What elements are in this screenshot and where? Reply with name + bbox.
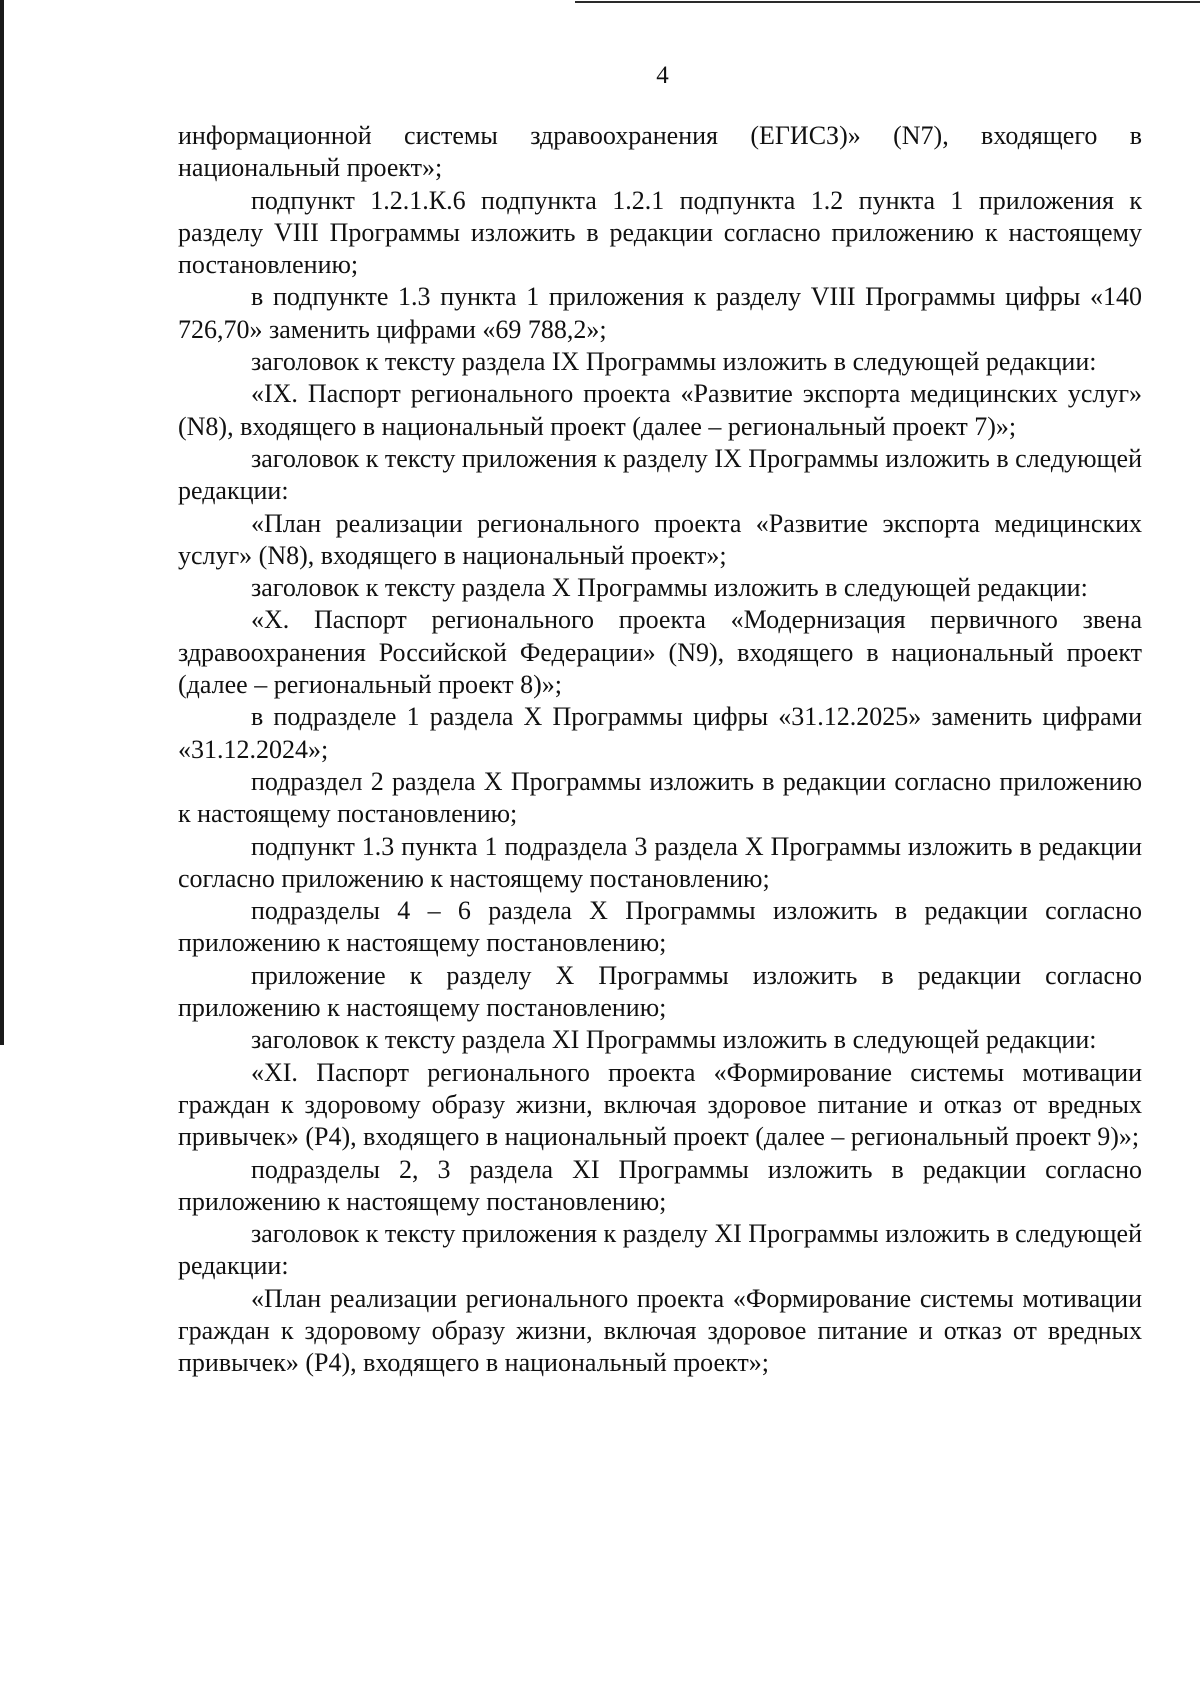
paragraph: подраздел 2 раздела X Программы изложить в редакции согласно приложению к настоящему постановлению;: [178, 766, 1142, 829]
paragraph: заголовок к тексту раздела IX Программы изложить в следующей редакции:: [251, 347, 1097, 377]
paragraph: «XI. Паспорт регионального проекта «Формирование системы мотивации граждан к здоровому образу жизни, включая здоровое питание и отказ от вредных привычек» (Р4), входящего в национальный проект (далее – региональный проект 9)»;: [178, 1057, 1142, 1152]
paragraph: информационной системы здравоохранения (ЕГИСЗ)» (N7), входящего в национальный проект»;: [178, 121, 1142, 183]
document-body: [178, 120, 1142, 1380]
paragraph: заголовок к тексту приложения к разделу IX Программы изложить в следующей редакции:: [178, 443, 1142, 506]
paragraph: заголовок к тексту раздела XI Программы изложить в следующей редакции:: [251, 1025, 1097, 1055]
paragraph: в подпункте 1.3 пункта 1 приложения к разделу VIII Программы цифры «140 726,70» заменить цифрами «69 788,2»;: [178, 282, 1142, 344]
paragraph: заголовок к тексту раздела X Программы изложить в следующей редакции:: [251, 573, 1088, 603]
paragraph: «План реализации регионального проекта «Формирование системы мотивации граждан к здоровому образу жизни, включая здоровое питание и отказ от вредных привычек» (Р4), входящего в национальный проект»;: [178, 1283, 1142, 1378]
page-number: 4: [656, 62, 669, 89]
paragraph: подразделы 2, 3 раздела XI Программы изложить в редакции согласно приложению к настоящему постановлению;: [178, 1154, 1142, 1216]
paragraph: заголовок к тексту приложения к разделу XI Программы изложить в следующей редакции:: [178, 1219, 1142, 1281]
scan-top-rule: [575, 1, 1200, 3]
paragraph: приложение к разделу X Программы изложить в редакции согласно приложению к настоящему постановлению;: [178, 960, 1142, 1023]
paragraph: в подразделе 1 раздела X Программы цифры «31.12.2025» заменить цифрами «31.12.2024»;: [178, 702, 1142, 764]
paragraph: подпункт 1.2.1.К.6 подпункта 1.2.1 подпункта 1.2 пункта 1 приложения к разделу VIII Программы изложить в редакции согласно приложению к настоящему постановлению;: [178, 185, 1142, 280]
scan-left-edge: [0, 0, 4, 1045]
paragraph: «X. Паспорт регионального проекта «Модернизация первичного звена здравоохранения Российской Федерации» (N9), входящего в национальный проект (далее – региональный проект 8)»;: [178, 605, 1142, 700]
paragraph: «IX. Паспорт регионального проекта «Развитие экспорта медицинских услуг» (N8), входящего в национальный проект (далее – региональный проект 7)»;: [178, 379, 1142, 441]
paragraph: «План реализации регионального проекта «Развитие экспорта медицинских услуг» (N8), входящего в национальный проект»;: [178, 508, 1142, 570]
paragraph: подразделы 4 – 6 раздела X Программы изложить в редакции согласно приложению к настоящему постановлению;: [178, 896, 1142, 958]
paragraph: подпункт 1.3 пункта 1 подраздела 3 раздела X Программы изложить в редакции согласно приложению к настоящему постановлению;: [178, 831, 1142, 893]
